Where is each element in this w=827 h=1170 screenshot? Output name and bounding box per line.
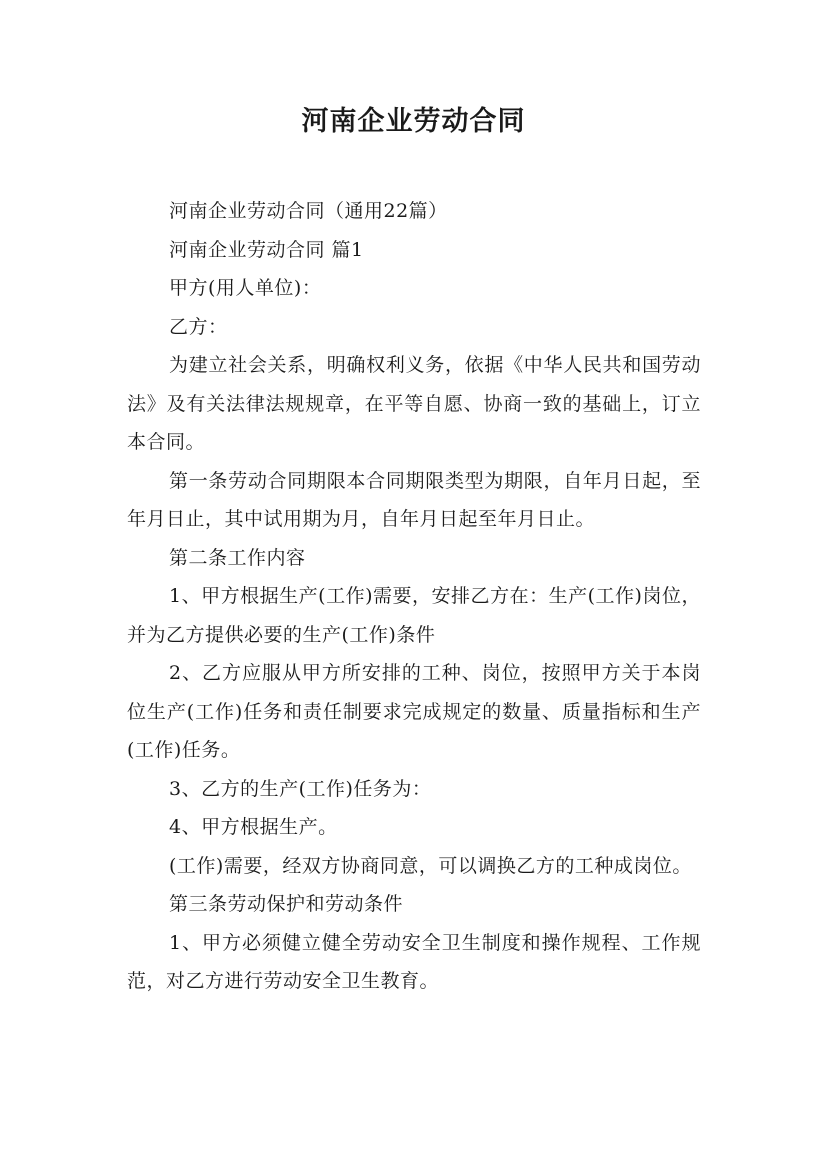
- paragraph: 3、乙方的生产(工作)任务为：: [169, 777, 432, 800]
- paragraph: 4、甲方根据生产。: [169, 816, 338, 838]
- paragraph: 2、乙方应服从甲方所安排的工种、岗位，按照甲方关于本岗位生产(工作)任务和责任制要求完成规定的数量、质量指标和生产(工作)任务。: [127, 662, 701, 761]
- paragraph: 第一条劳动合同期限本合同期限类型为期限，自年月日起，至年月日止，其中试用期为月，自年月日起至年月日止。: [127, 469, 701, 530]
- document-title: 河南企业劳动合同: [301, 106, 526, 137]
- paragraph: 第三条劳动保护和劳动条件: [169, 893, 404, 915]
- paragraph: 1、甲方根据生产(工作)需要，安排乙方在：生产(工作)岗位，并为乙方提供必要的生产(工作)条件: [127, 585, 701, 646]
- paragraph: 第二条工作内容: [169, 546, 306, 569]
- document-body: [127, 192, 701, 1001]
- paragraph: 1、甲方必须健立健全劳动安全卫生制度和操作规程、工作规范，对乙方进行劳动安全卫生教育。: [127, 931, 701, 992]
- paragraph: 河南企业劳动合同 篇1: [169, 238, 364, 261]
- paragraph: 乙方：: [169, 315, 228, 338]
- paragraph: 甲方(用人单位)：: [169, 277, 322, 299]
- paragraph: 为建立社会关系，明确权利义务，依据《中华人民共和国劳动法》及有关法律法规规章，在平等自愿、协商一致的基础上，订立本合同。: [127, 354, 701, 453]
- paragraph: 河南企业劳动合同（通用22篇）: [169, 200, 448, 222]
- paragraph: (工作)需要，经双方协商同意，可以调换乙方的工种成岗位。: [169, 854, 692, 877]
